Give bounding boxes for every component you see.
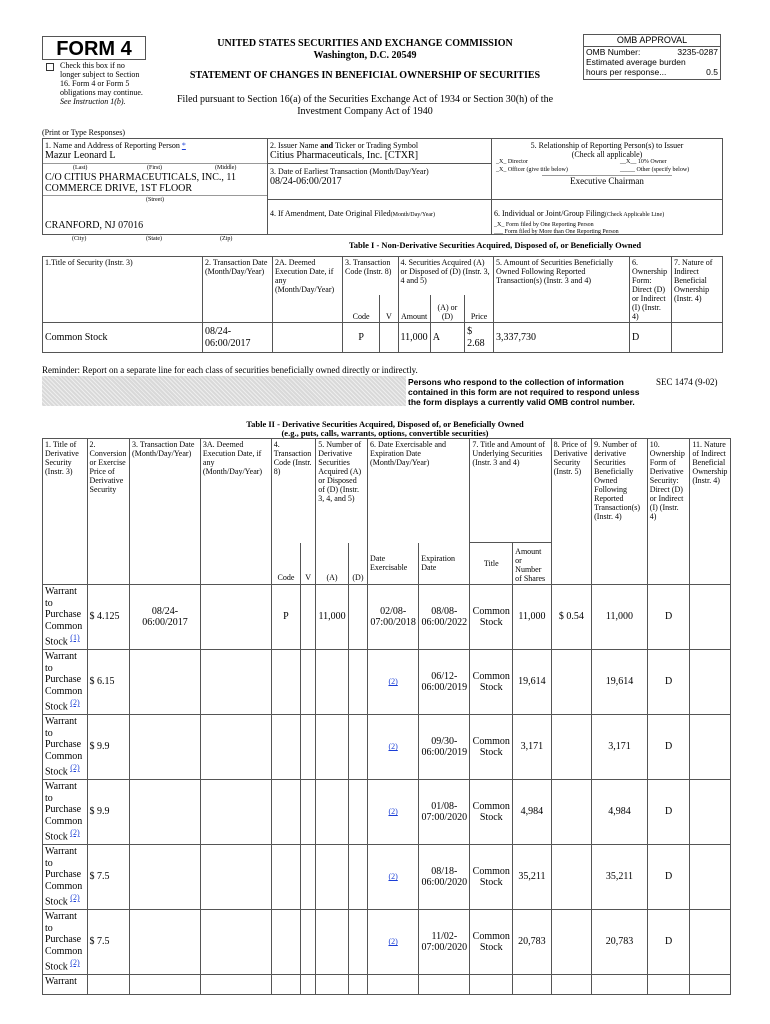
t2-row-exercisable xyxy=(368,780,419,845)
t2-h3: 3. Transaction Date (Month/Day/Year) xyxy=(130,439,201,585)
persons-notice: Persons who respond to the collection of information contained in this form are not required to respond unless the form displays a currently valid OMB control number. xyxy=(408,377,640,407)
form-title-box xyxy=(42,36,146,60)
t2-row-date xyxy=(130,715,201,780)
table-derivative xyxy=(42,438,731,995)
t2-row-form: D xyxy=(647,585,690,650)
reminder: Reminder: Report on a separate line for each class of securities beneficially owned directly or indirectly. xyxy=(42,365,418,375)
t2-row-a: 11,000 xyxy=(316,585,349,650)
t2-row-dprice xyxy=(551,780,591,845)
table-row xyxy=(43,780,731,845)
director-option: _X_ Director xyxy=(496,159,528,165)
officer-title: Executive Chairman xyxy=(542,175,672,186)
t2-row-nature xyxy=(690,910,731,975)
t2-row-security: Warrant to Purchase Common Stock $^{(1)}$ xyxy=(43,585,88,650)
other-option: _____ Other (specify below) xyxy=(620,167,690,173)
t2-row-date xyxy=(130,780,201,845)
t2-row-deemed xyxy=(200,910,271,975)
zip-label: (Zip) xyxy=(220,236,233,242)
t2-row-owned: 20,783 xyxy=(592,910,648,975)
t1-h2: 2. Transaction Date (Month/Day/Year) xyxy=(203,257,273,323)
t2-row-v xyxy=(301,780,316,845)
t2-row-d xyxy=(348,780,367,845)
t2-row-amount: 19,614 xyxy=(513,650,551,715)
t2-row-expiration: 01/08-07:00/2020 xyxy=(419,780,470,845)
relationship-sub: (Check all applicable) xyxy=(571,150,643,159)
t2-row-a xyxy=(316,910,349,975)
t2-row-expiration: 06/12-06:00/2019 xyxy=(419,650,470,715)
t2-row-exercisable: 02/08-07:00/2018 xyxy=(368,585,419,650)
t2-code: Code xyxy=(271,543,300,585)
footnote-link[interactable]: (2) xyxy=(388,872,398,882)
t2-h1: 1. Title of Derivative Security (Instr. 3) xyxy=(43,439,88,585)
table-row xyxy=(43,650,731,715)
t2-row-form: D xyxy=(647,910,690,975)
t2-row-code xyxy=(271,910,300,975)
t2-row-a xyxy=(316,780,349,845)
t2-amount: Amount or Number of Shares xyxy=(513,543,551,585)
checkbox-area xyxy=(42,60,146,126)
t2-row-security: Warrant to Purchase Common Stock $^{(2)}$ xyxy=(43,845,88,910)
individual-filing-label: 6. Individual or Joint/Group Filing xyxy=(494,209,605,218)
t2-h2: 2. Conversion or Exercise Price of Derivative Security xyxy=(87,439,130,585)
t2-row-a xyxy=(316,845,349,910)
checkbox-label: Check this box if no longer subject to Section 16. Form 4 or Form 5 obligations may continue. xyxy=(60,61,143,97)
t2-row-d xyxy=(348,910,367,975)
t2-row-amount: 4,984 xyxy=(513,780,551,845)
table-row-partial xyxy=(43,975,731,995)
t2-row-form: D xyxy=(647,845,690,910)
t1-h3: 3. Transaction Code (Instr. 8) xyxy=(343,257,399,295)
t2-row-dprice xyxy=(551,845,591,910)
t2-row-form: D xyxy=(647,650,690,715)
box-city xyxy=(42,200,268,235)
reporting-person-footnote-link[interactable]: * xyxy=(181,141,186,150)
omb-hours: 0.5 xyxy=(706,67,718,77)
commission-location: Washington, D.C. 20549 xyxy=(313,50,417,61)
t2-row-owned: 3,171 xyxy=(592,715,648,780)
more-person-option: ___ Form filed by More than One Reporting Person xyxy=(494,229,619,235)
amendment-sub: (Month/Day/Year) xyxy=(390,212,436,218)
state-label: (State) xyxy=(146,236,162,242)
table-row xyxy=(43,323,723,353)
individual-filing-sub: (Check Applicable Line) xyxy=(604,212,665,218)
t2-row-nature xyxy=(690,650,731,715)
t2-row-d xyxy=(348,585,367,650)
t2-row-title: Common Stock xyxy=(470,585,513,650)
footnote-link[interactable]: (2) xyxy=(70,698,80,707)
t2-row-security: Warrant to Purchase Common Stock $^{(2)}$ xyxy=(43,780,88,845)
t2-row-security: Warrant to Purchase Common Stock $^{(2)}$ xyxy=(43,650,88,715)
one-person-option: _X_ Form filed by One Reporting Person xyxy=(494,222,594,228)
reporting-person-name: Mazur Leonard L xyxy=(45,150,116,161)
footnote-link[interactable]: (2) xyxy=(388,742,398,752)
print-type: (Print or Type Responses) xyxy=(42,128,126,137)
t1-amount: Amount xyxy=(398,295,430,323)
t2-row-deemed xyxy=(200,585,271,650)
t2-row-code xyxy=(271,650,300,715)
t2-row-title: Common Stock xyxy=(470,910,513,975)
footnote-link[interactable]: (2) xyxy=(70,763,80,772)
t1-row-price: $ 2.68 xyxy=(465,323,494,353)
t2-row-title: Common Stock xyxy=(470,845,513,910)
t2-row-v xyxy=(301,715,316,780)
t2-row-price: $ 9.9 xyxy=(87,780,130,845)
t2-h4: 4. Transaction Code (Instr. 8) xyxy=(271,439,316,543)
t1-date: 08/24-06:00/2017 xyxy=(203,323,273,353)
t1-h1: 1.Title of Security (Instr. 3) xyxy=(43,257,203,323)
t1-h2a: 2A. Deemed Execution Date, if any (Month/Day/Year) xyxy=(273,257,343,323)
t2-row-owned: 11,000 xyxy=(592,585,648,650)
table2-subtitle: (e.g., puts, calls, warrants, options, convertible securities) xyxy=(281,428,489,438)
table1-title: Table I - Non-Derivative Securities Acquired, Disposed of, or Beneficially Owned xyxy=(348,240,642,250)
t1-v: V xyxy=(380,295,398,323)
t2-row-price: $ 7.5 xyxy=(87,845,130,910)
t2-h3a: 3A. Deemed Execution Date, if any (Month/Day/Year) xyxy=(200,439,271,585)
t2-row-d xyxy=(348,845,367,910)
t2-row-amount: 35,211 xyxy=(513,845,551,910)
officer-option: _X_ Officer (give title below) xyxy=(496,167,568,173)
t2-row-d xyxy=(348,650,367,715)
t2-row-deemed xyxy=(200,845,271,910)
address-line-1: C/O CITIUS PHARMACEUTICALS, INC., 11 xyxy=(45,171,237,183)
t2-row-a xyxy=(316,650,349,715)
t2-exp: Expiration Date xyxy=(419,543,470,585)
t2-row-exercisable xyxy=(368,650,419,715)
t1-aord: (A) or (D) xyxy=(430,295,464,323)
t2-row-d xyxy=(348,715,367,780)
t1-row-form: D xyxy=(630,323,672,353)
t2-h6: 6. Date Exercisable and Expiration Date (Month/Day/Year) xyxy=(368,439,470,543)
footnote-link[interactable]: (2) xyxy=(70,893,80,902)
issuer-name: Citius Pharmaceuticals, Inc. [CTXR] xyxy=(270,150,419,161)
t2-row-nature xyxy=(690,715,731,780)
t2-row-exercisable xyxy=(368,845,419,910)
t1-row-owned: 3,337,730 xyxy=(494,323,630,353)
t2-row-deemed xyxy=(200,780,271,845)
t2-h9: 9. Number of derivative Securities Beneficially Owned Following Reported Transaction(s) (Instr. 4) xyxy=(592,439,648,585)
t2-date-ex: Date Exercisable xyxy=(368,543,419,585)
t1-h6: 6. Ownership Form: Direct (D) or Indirect (I) (Instr. 4) xyxy=(630,257,672,323)
t2-row-nature xyxy=(690,780,731,845)
t1-security: Common Stock xyxy=(43,323,203,353)
t2-row-nature xyxy=(690,585,731,650)
earliest-transaction-label: 3. Date of Earliest Transaction (Month/Day/Year) xyxy=(270,167,429,176)
t2-row-price: $ 4.125 xyxy=(87,585,130,650)
table2-title: Table II - Derivative Securities Acquired, Disposed of, or Beneficially Owned xyxy=(246,419,524,429)
form-title: FORM 4 xyxy=(56,38,132,60)
t2-row-security: Warrant to Purchase Common Stock $^{(2)}$ xyxy=(43,910,88,975)
omb-number-label: OMB Number: xyxy=(586,47,641,57)
t2-row-security: Warrant to Purchase Common Stock $^{(2)}$ xyxy=(43,715,88,780)
t2-row-code xyxy=(271,780,300,845)
t2-row-dprice xyxy=(551,715,591,780)
t2-row-code xyxy=(271,845,300,910)
reporting-person-label: 1. Name and Address of Reporting Person xyxy=(45,141,180,150)
last-label: (Last) xyxy=(73,164,88,171)
footnote-link[interactable]: (2) xyxy=(388,807,398,817)
address-line-2: COMMERCE DRIVE, 1ST FLOOR xyxy=(45,183,193,194)
t2-row-amount: 20,783 xyxy=(513,910,551,975)
t2-title: Title xyxy=(470,543,513,585)
sec-code: SEC 1474 (9-02) xyxy=(656,377,718,387)
partial-row-label: Warrant xyxy=(43,975,88,995)
t2-d: (D) xyxy=(348,543,367,585)
t1-code: Code xyxy=(343,295,380,323)
t2-h8: 8. Price of Derivative Security (Instr. 5) xyxy=(551,439,591,585)
t2-row-date xyxy=(130,845,201,910)
t2-row-owned: 19,614 xyxy=(592,650,648,715)
see-instruction: See Instruction 1(b). xyxy=(60,97,126,106)
box-issuer: 2. Issuer Name and Ticker or Trading Symbol Citius Pharmaceuticals, Inc. [CTXR] xyxy=(268,138,492,164)
t2-row-exercisable xyxy=(368,910,419,975)
t1-h4: 4. Securities Acquired (A) or Disposed of (D) (Instr. 3, 4 and 5) xyxy=(398,257,493,295)
t2-row-code xyxy=(271,715,300,780)
ten-pct-option: __X__ 10% Owner xyxy=(620,159,667,165)
t2-row-deemed xyxy=(200,715,271,780)
t2-row-v xyxy=(301,845,316,910)
t1-deemed xyxy=(273,323,343,353)
t2-row-date xyxy=(130,910,201,975)
footnote-link[interactable]: (2) xyxy=(388,677,398,687)
footnote-link[interactable]: (2) xyxy=(70,828,80,837)
t2-row-deemed xyxy=(200,650,271,715)
table-row xyxy=(43,910,731,975)
t1-row-v xyxy=(380,323,398,353)
street-label: (Street) xyxy=(43,195,267,204)
footnote-link[interactable]: (1) xyxy=(70,633,80,642)
t2-row-expiration: 08/08-06:00/2022 xyxy=(419,585,470,650)
t2-row-expiration: 11/02-07:00/2020 xyxy=(419,910,470,975)
t2-row-price: $ 7.5 xyxy=(87,910,130,975)
t2-h10: 10. Ownership Form of Derivative Security: Direct (D) or Indirect (I) (Instr. 4) xyxy=(647,439,690,585)
t1-h7: 7. Nature of Indirect Beneficial Ownership (Instr. 4) xyxy=(672,257,723,323)
t2-row-price: $ 9.9 xyxy=(87,715,130,780)
omb-hours-label: hours per response... xyxy=(586,67,667,77)
first-label: (First) xyxy=(147,164,162,171)
t2-row-title: Common Stock xyxy=(470,650,513,715)
no-longer-subject-checkbox[interactable] xyxy=(46,63,54,71)
table-row xyxy=(43,845,731,910)
table-row xyxy=(43,715,731,780)
middle-label: (Middle) xyxy=(215,164,237,171)
t1-row-code: P xyxy=(343,323,380,353)
t2-row-form: D xyxy=(647,715,690,780)
t2-v: V xyxy=(301,543,316,585)
omb-header: OMB APPROVAL xyxy=(584,35,720,47)
table-row xyxy=(43,585,731,650)
filed-pursuant: Filed pursuant to Section 16(a) of the Securities Exchange Act of 1934 or Section 30(h) of the Investment Company Act of 1940 xyxy=(176,94,554,117)
t2-a: (A) xyxy=(316,543,349,585)
t2-row-amount: 3,171 xyxy=(513,715,551,780)
t2-row-v xyxy=(301,650,316,715)
city-label: (City) xyxy=(72,236,87,242)
earliest-transaction-date: 08/24-06:00/2017 xyxy=(270,176,342,187)
statement-title: STATEMENT OF CHANGES IN BENEFICIAL OWNERSHIP OF SECURITIES xyxy=(189,70,541,81)
t2-row-v xyxy=(301,585,316,650)
t2-row-date xyxy=(130,650,201,715)
relationship-label: 5. Relationship of Reporting Person(s) to Issuer xyxy=(530,141,684,150)
t2-row-title: Common Stock xyxy=(470,780,513,845)
t2-row-v xyxy=(301,910,316,975)
t2-row-owned: 4,984 xyxy=(592,780,648,845)
t1-price: Price xyxy=(465,295,494,323)
omb-burden-label: Estimated average burden xyxy=(586,57,686,67)
t2-h11: 11. Nature of Indirect Beneficial Ownership (Instr. 4) xyxy=(690,439,731,585)
omb-number: 3235-0287 xyxy=(677,47,718,57)
t1-row-aord: A xyxy=(430,323,464,353)
t2-row-dprice: $ 0.54 xyxy=(551,585,591,650)
t2-row-expiration: 08/18-06:00/2020 xyxy=(419,845,470,910)
t2-row-nature xyxy=(690,845,731,910)
t2-row-form: D xyxy=(647,780,690,845)
box-relationship xyxy=(492,138,723,200)
t2-row-exercisable xyxy=(368,715,419,780)
omb-box xyxy=(583,34,721,80)
t2-row-price: $ 6.15 xyxy=(87,650,130,715)
t1-h5: 5. Amount of Securities Beneficially Owned Following Reported Transaction(s) (Instr. 3 and 4) xyxy=(494,257,630,323)
t2-row-owned: 35,211 xyxy=(592,845,648,910)
t2-h5: 5. Number of Derivative Securities Acquired (A) or Disposed of (D) (Instr. 3, 4, and 5) xyxy=(316,439,368,543)
t2-row-expiration: 09/30-06:00/2019 xyxy=(419,715,470,780)
box-individual-filing xyxy=(492,200,723,235)
t2-row-title: Common Stock xyxy=(470,715,513,780)
box-earliest-transaction xyxy=(268,164,492,200)
commission-name: UNITED STATES SECURITIES AND EXCHANGE COMMISSION xyxy=(217,38,513,49)
t2-row-date: 08/24-06:00/2017 xyxy=(130,585,201,650)
t2-row-code: P xyxy=(271,585,300,650)
box-amendment xyxy=(268,200,492,235)
t1-row-nature xyxy=(672,323,723,353)
t1-row-amount: 11,000 xyxy=(398,323,430,353)
t2-row-dprice xyxy=(551,650,591,715)
t2-row-amount: 11,000 xyxy=(513,585,551,650)
city-state-zip: CRANFORD, NJ 07016 xyxy=(45,220,144,231)
t2-h7: 7. Title and Amount of Underlying Securities (Instr. 3 and 4) xyxy=(470,439,551,543)
t2-row-a xyxy=(316,715,349,780)
footnote-link[interactable]: (2) xyxy=(388,937,398,947)
table-non-derivative xyxy=(42,256,723,353)
t2-row-dprice xyxy=(551,910,591,975)
amendment-label: 4. If Amendment, Date Original Filed xyxy=(270,209,391,218)
hatch-left xyxy=(42,376,406,406)
footnote-link[interactable]: (2) xyxy=(70,958,80,967)
